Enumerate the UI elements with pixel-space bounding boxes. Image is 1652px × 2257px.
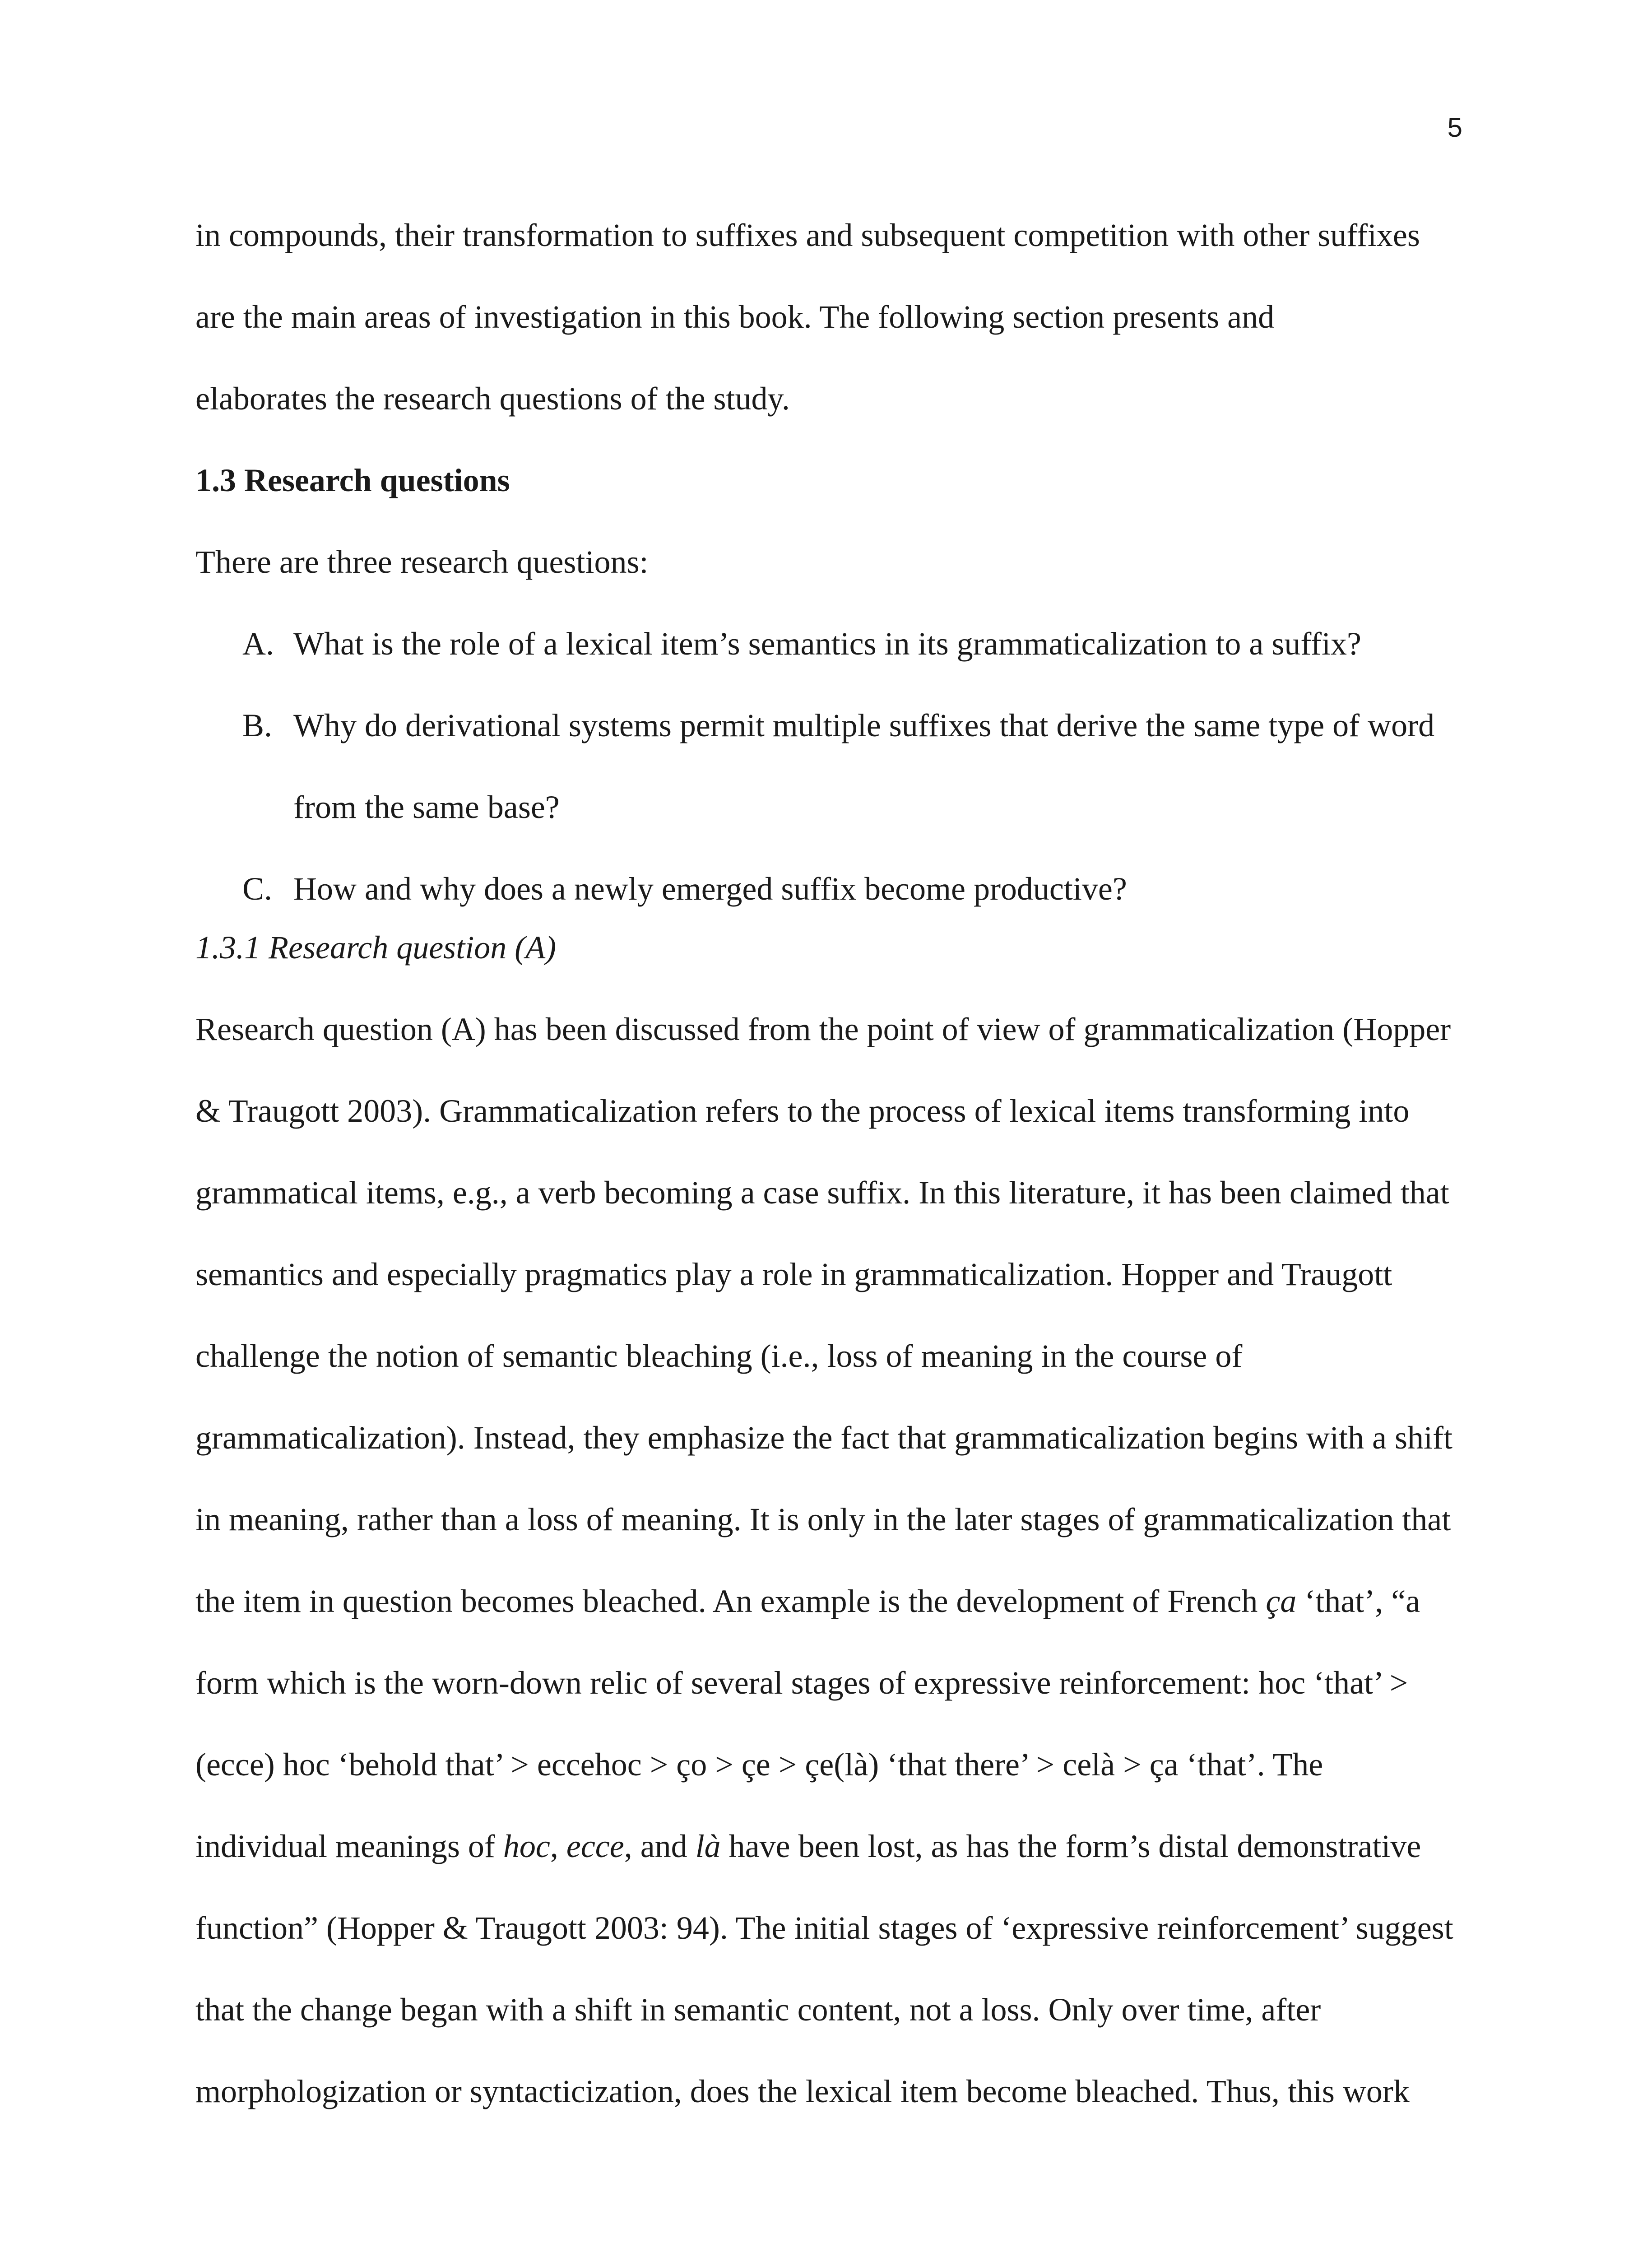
text-run: , and [624, 1828, 696, 1864]
question-b-continuation: from the same base? [293, 789, 560, 825]
text-run: ‘that’, “a [1296, 1583, 1420, 1619]
text-run: , [550, 1828, 566, 1864]
question-a [195, 623, 1473, 705]
text-run: have been lost, as has the form’s distal demonstrative [720, 1828, 1421, 1864]
paragraph-line: semantics and especially pragmatics play a role in grammaticalization. Hopper and Traugott [195, 1256, 1392, 1292]
paragraph-line: in meaning, rather than a loss of meaning. It is only in the later stages of grammaticalization that [195, 1501, 1451, 1537]
italic-term: ça [1266, 1583, 1297, 1619]
paragraph-line: grammaticalization). Instead, they emphasize the fact that grammaticalization begins with a shift [195, 1420, 1452, 1456]
text-run: the item in question becomes bleached. An example is the development of French [195, 1583, 1266, 1619]
paragraph-line [195, 1826, 1473, 1908]
paragraph-line: morphologization or syntacticization, does the lexical item become bleached. Thus, this work [195, 2073, 1410, 2109]
question-text: What is the role of a lexical item’s semantics in its grammaticalization to a suffix? [293, 626, 1361, 662]
paragraph-line: function” (Hopper & Traugott 2003: 94). The initial stages of ‘expressive reinforcement’ suggest [195, 1910, 1453, 1946]
subsection-heading: 1.3.1 Research question (A) [195, 929, 557, 966]
paragraph-line: form which is the worn-down relic of several stages of expressive reinforcement: hoc ‘that’ > [195, 1665, 1408, 1701]
section-intro: There are three research questions: [195, 544, 649, 580]
italic-term: ecce [566, 1828, 624, 1864]
paragraph-line: elaborates the research questions of the study. [195, 381, 790, 417]
paragraph-line: (ecce) hoc ‘behold that’ > eccehoc > ço > çe > çe(là) ‘that there’ > celà > ça ‘that’. The [195, 1746, 1323, 1783]
question-text: Why do derivational systems permit multiple suffixes that derive the same type of word [293, 707, 1435, 743]
paragraph-line: that the change began with a shift in semantic content, not a loss. Only over time, after [195, 1992, 1321, 2028]
list-marker: C. [242, 871, 273, 907]
paragraph-line: Research question (A) has been discussed from the point of view of grammaticalization (Hopper [195, 1011, 1451, 1047]
paragraph-line: are the main areas of investigation in this book. The following section presents and [195, 299, 1275, 335]
question-c [195, 868, 1473, 927]
list-marker: B. [242, 707, 273, 743]
paragraph-line: in compounds, their transformation to suffixes and subsequent competition with other suffixes [195, 217, 1420, 253]
page-number: 5 [1447, 112, 1462, 143]
question-b [195, 705, 1473, 787]
paragraph-line [195, 1581, 1473, 1663]
paragraph-line: grammatical items, e.g., a verb becoming a case suffix. In this literature, it has been claimed that [195, 1175, 1449, 1211]
italic-term: hoc [503, 1828, 550, 1864]
italic-term: là [695, 1828, 721, 1864]
text-run: individual meanings of [195, 1828, 503, 1864]
page-body [195, 215, 1473, 2153]
section-heading: 1.3 Research questions [195, 462, 510, 498]
question-text: How and why does a newly emerged suffix become productive? [293, 871, 1127, 907]
list-marker: A. [242, 626, 274, 662]
paragraph-line: & Traugott 2003). Grammaticalization refers to the process of lexical items transforming into [195, 1093, 1410, 1129]
paragraph-line: challenge the notion of semantic bleaching (i.e., loss of meaning in the course of [195, 1338, 1243, 1374]
